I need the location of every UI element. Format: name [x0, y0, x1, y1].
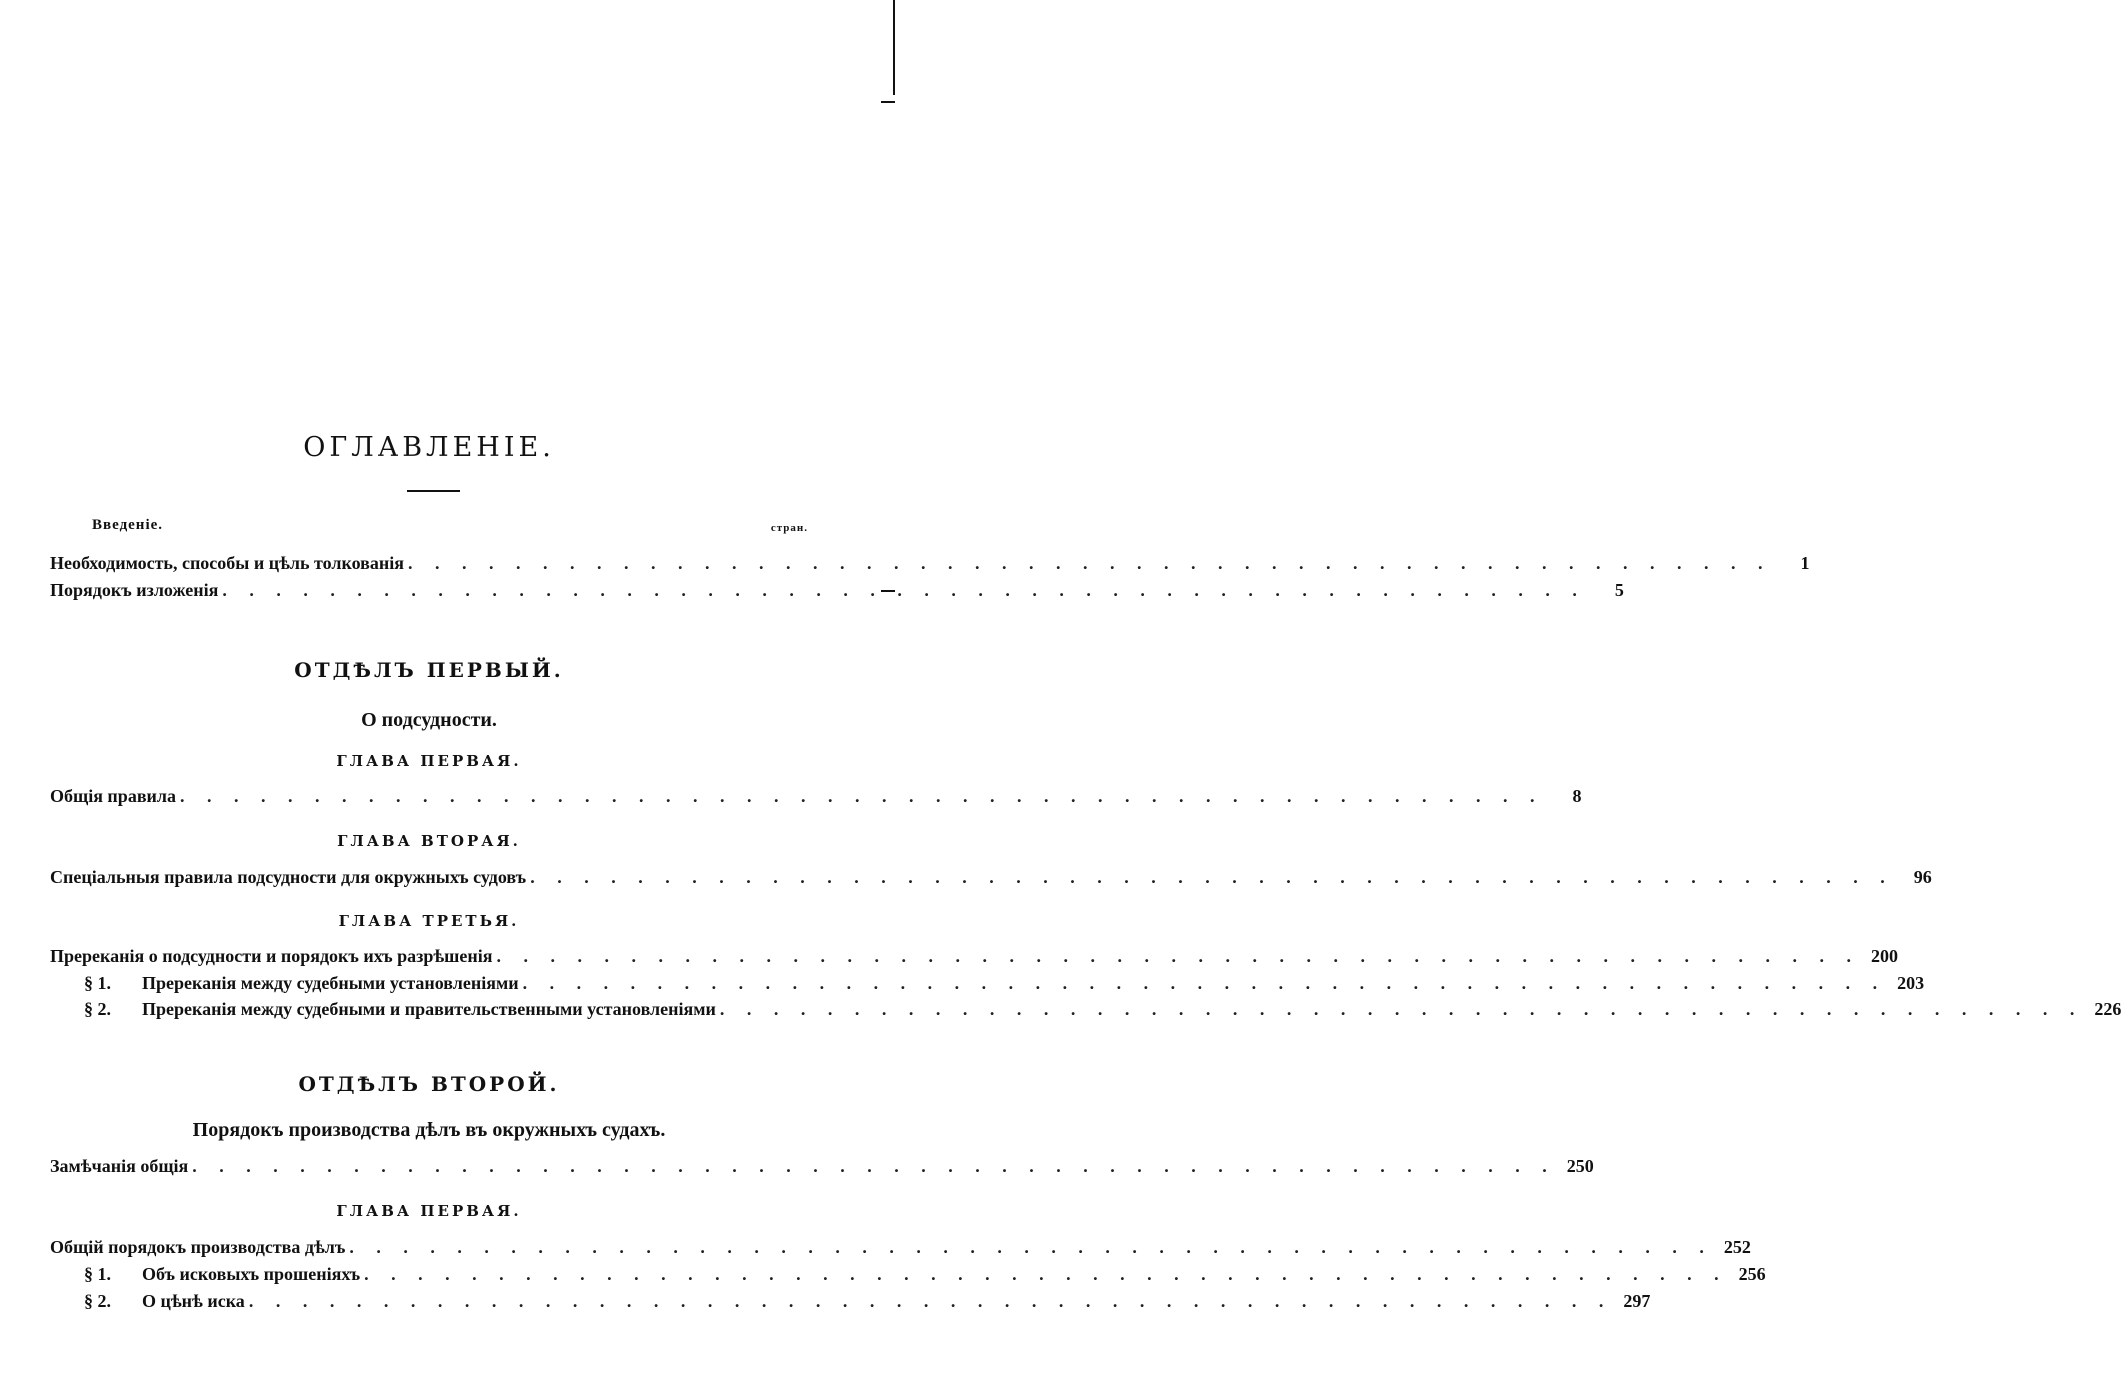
- toc-entry[interactable]: [50, 1156, 1594, 1180]
- leader-dots: . . . . . . . . . . . . . . . . . . . . . . . . . . . . . . . . . . . . . . . . . . . . . . . . . . .: [180, 786, 1544, 806]
- toc-entry[interactable]: [50, 553, 1810, 577]
- section-number: § 2.: [84, 1291, 111, 1311]
- part-subtitle: О подсудности.: [361, 709, 497, 731]
- toc-subentry[interactable]: [84, 973, 1925, 997]
- toc-entry-label: Пререканія между судебными и правительственными установленіями: [142, 999, 716, 1019]
- toc-entry-page: 96: [1913, 867, 1932, 887]
- toc-entry-page: 200: [1870, 946, 1898, 966]
- toc-entry-page: 5: [1614, 580, 1624, 600]
- leader-dots: . . . . . . . . . . . . . . . . . . . . . . . . . . . . . . . . . . . . . . . . . . . . . . . . . . .: [522, 973, 1887, 993]
- page-column-label: стран.: [770, 522, 808, 534]
- chapter-heading: ГЛАВА ПЕРВАЯ.: [336, 752, 522, 770]
- intro-heading: Введеніе.: [92, 517, 164, 533]
- leader-dots: . . . . . . . . . . . . . . . . . . . . . . . . . . . . . . . . . . . . . . . . . . . . . . . . . . .: [192, 1156, 1556, 1176]
- toc-entry-label: Общій порядокъ производства дѣлъ: [50, 1237, 346, 1257]
- toc-entry-label: Необходимость, способы и цѣль толкованія: [50, 553, 404, 573]
- section-number: § 2.: [84, 999, 111, 1019]
- toc-entry-page: 8: [1572, 786, 1582, 806]
- chapter-heading: ГЛАВА ПЕРВАЯ.: [336, 1202, 522, 1220]
- toc-entry-page: 256: [1738, 1264, 1766, 1284]
- toc-entry[interactable]: [50, 786, 1582, 810]
- toc-entry-label: Порядокъ изложенія: [50, 580, 219, 600]
- toc-entry-label: Замѣчанія общія: [50, 1156, 189, 1176]
- leader-dots: . . . . . . . . . . . . . . . . . . . . . . . . . . . . . . . . . . . . . . . . . . . . . . . . . . .: [248, 1291, 1613, 1311]
- toc-entry-label: Объ исковыхъ прошеніяхъ: [142, 1264, 361, 1284]
- toc-entry-label: Пререканія о подсудности и порядокъ ихъ разрѣшенія: [50, 946, 493, 966]
- section-number: § 1.: [84, 973, 111, 993]
- toc-entry-label: О цѣнѣ иска: [142, 1291, 245, 1311]
- toc-entry-label: Общія правила: [50, 786, 177, 806]
- page-edge-line: [893, 0, 895, 95]
- toc-entry-label: Пререканія между судебными установленіями: [142, 973, 519, 993]
- toc-entry-page: 250: [1566, 1156, 1594, 1176]
- part-subtitle: Порядокъ производства дѣлъ въ окружныхъ судахъ.: [192, 1119, 666, 1141]
- leader-dots: . . . . . . . . . . . . . . . . . . . . . . . . . . . . . . . . . . . . . . . . . . . . . . . . . . .: [364, 1264, 1728, 1284]
- part-heading: ОТДѢЛЪ ВТОРОЙ.: [298, 1072, 560, 1096]
- toc-entry-page: 203: [1897, 973, 1925, 993]
- leader-dots: . . . . . . . . . . . . . . . . . . . . . . . . . . . . . . . . . . . . . . . . . . . . . . . . . . .: [496, 946, 1860, 966]
- page-edge-tick: [881, 101, 895, 103]
- toc-entry-page: 1: [1800, 553, 1810, 573]
- toc-subentry[interactable]: [84, 1264, 1766, 1288]
- toc-subentry[interactable]: [84, 1291, 1651, 1315]
- toc-entry-page: 226: [2094, 999, 2121, 1019]
- toc-entry-page: 252: [1723, 1237, 1751, 1257]
- leader-dots: . . . . . . . . . . . . . . . . . . . . . . . . . . . . . . . . . . . . . . . . . . . . . . . . . . .: [719, 999, 2084, 1019]
- chapter-heading: ГЛАВА ТРЕТЬЯ.: [338, 912, 520, 930]
- page-title: ОГЛАВЛЕНІЕ.: [303, 432, 555, 463]
- section-number: § 1.: [84, 1264, 111, 1284]
- title-rule: [407, 490, 460, 492]
- toc-entry[interactable]: [50, 580, 1624, 604]
- toc-entry[interactable]: [50, 867, 1932, 891]
- part-heading: ОТДѢЛЪ ПЕРВЫЙ.: [294, 658, 564, 682]
- toc-entry[interactable]: [50, 1237, 1751, 1261]
- toc-entry-page: 297: [1623, 1291, 1651, 1311]
- toc-subentry[interactable]: [84, 999, 2121, 1023]
- leader-dots: . . . . . . . . . . . . . . . . . . . . . . . . . . . . . . . . . . . . . . . . . . . . . . . . . . .: [530, 867, 1894, 887]
- toc-entry[interactable]: [50, 946, 1898, 970]
- leader-dots: . . . . . . . . . . . . . . . . . . . . . . . . . . . . . . . . . . . . . . . . . . . . . . . . . . .: [408, 553, 1772, 573]
- chapter-heading: ГЛАВА ВТОРАЯ.: [337, 832, 521, 850]
- leader-dots: . . . . . . . . . . . . . . . . . . . . . . . . . . . . . . . . . . . . . . . . . . . . . . . . . . .: [349, 1237, 1713, 1257]
- toc-entry-label: Спеціальныя правила подсудности для окружныхъ судовъ: [50, 867, 527, 887]
- leader-dots: . . . . . . . . . . . . . . . . . . . . . . . . . . . . . . . . . . . . . . . . . . . . . . . . . . .: [222, 580, 1586, 600]
